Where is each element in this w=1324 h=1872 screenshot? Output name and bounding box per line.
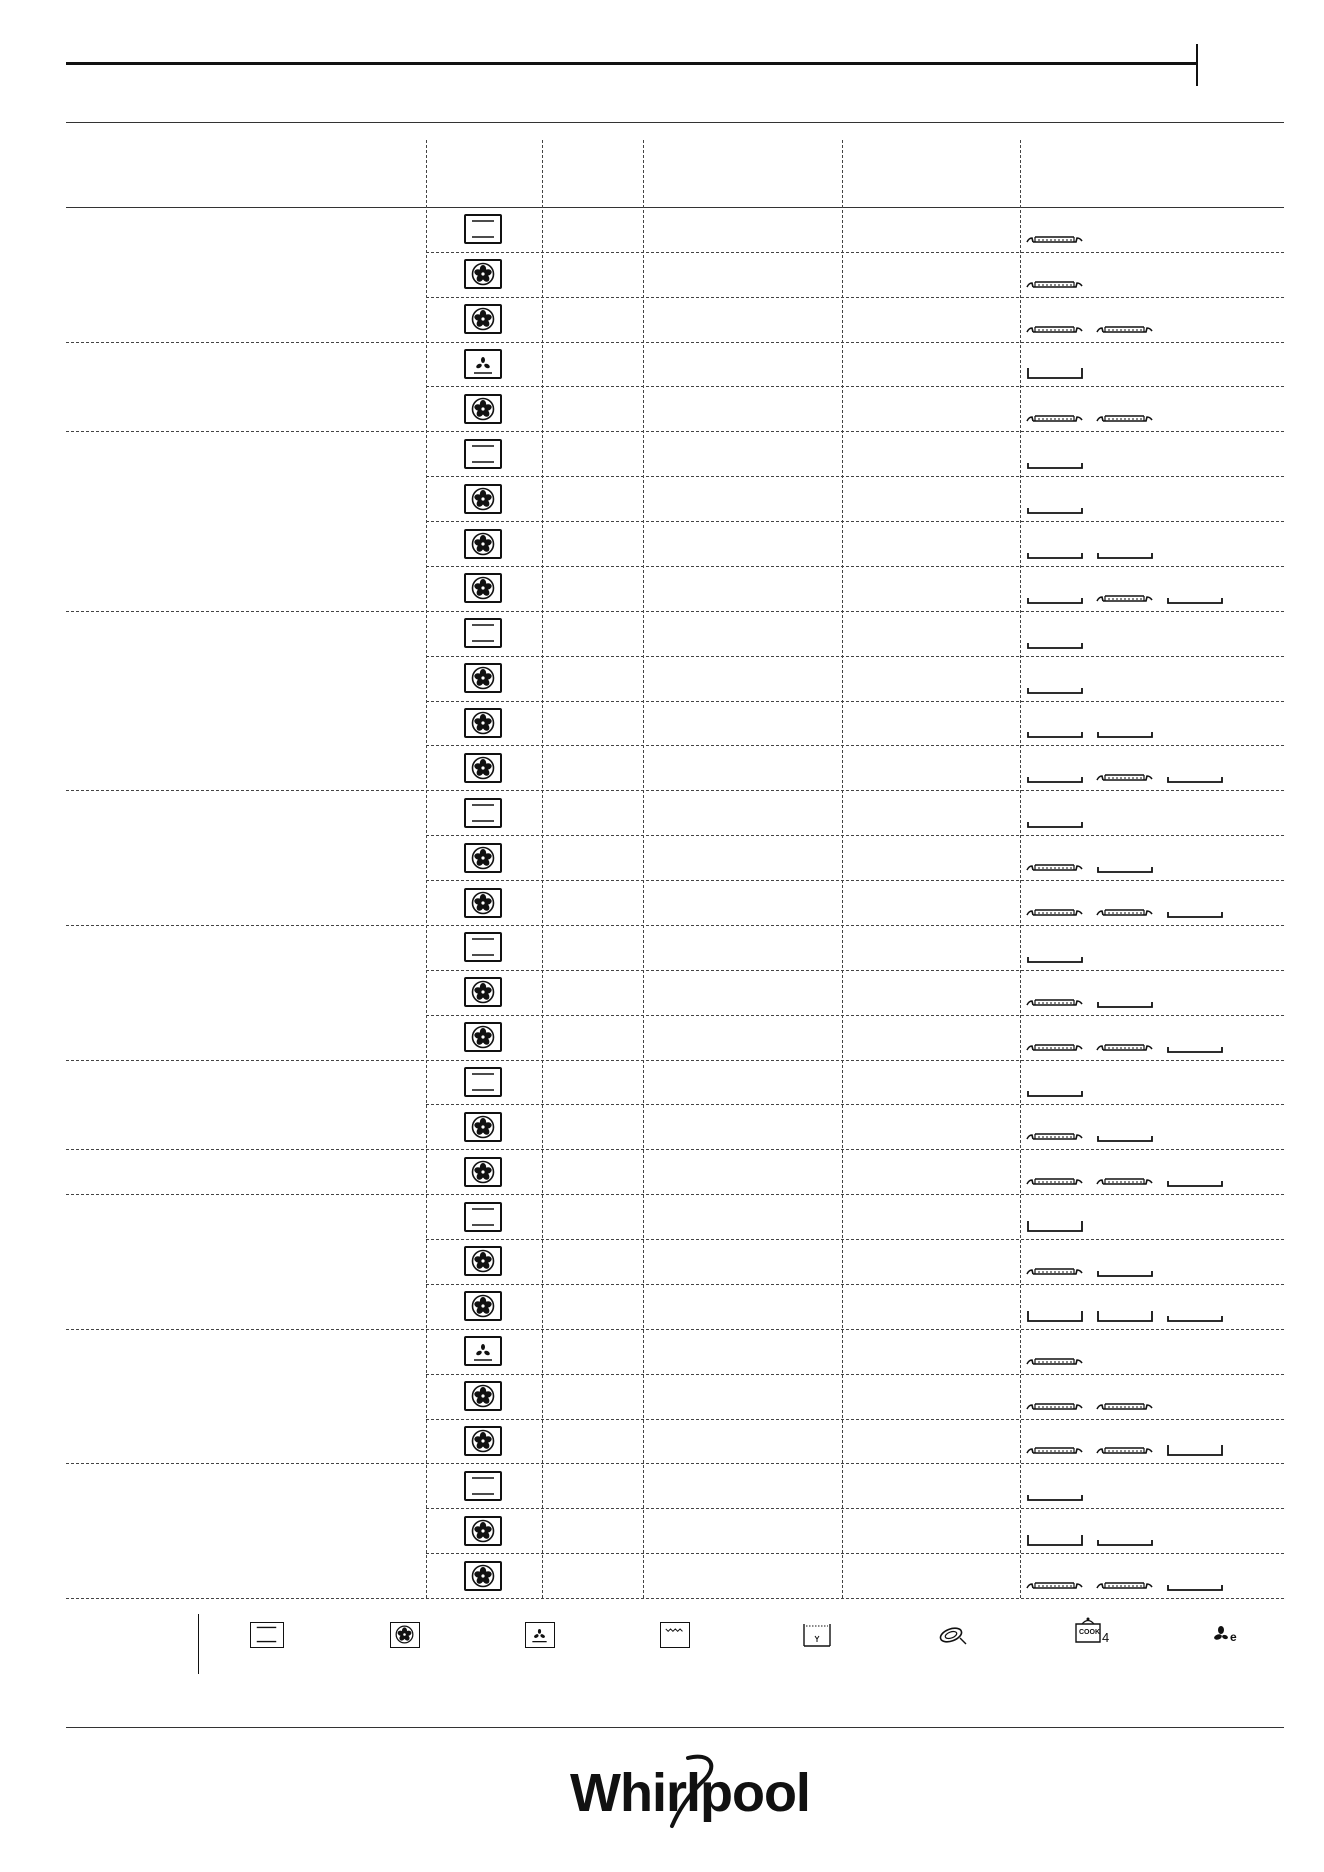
legend-eco-icon [1210, 1622, 1244, 1653]
function-fan-icon [464, 1426, 502, 1456]
function-fan-icon [464, 573, 502, 603]
row-separator [426, 656, 1284, 657]
column-divider [643, 140, 644, 1598]
function-fan-icon [464, 1112, 502, 1142]
function-fan-small-icon [464, 1336, 502, 1366]
function-fan-icon [464, 977, 502, 1007]
group-separator [66, 1329, 1284, 1330]
function-fan-icon [464, 753, 502, 783]
accessory-tray-icon [1096, 1264, 1154, 1278]
row-separator [426, 297, 1284, 298]
function-fan-icon [464, 1516, 502, 1546]
accessory-tray-icon [1166, 1578, 1224, 1592]
function-fan-small-icon [464, 349, 502, 379]
accessory-rack-icon [1026, 1129, 1084, 1143]
accessory-deep-tray-icon [1026, 366, 1084, 380]
accessory-rack-icon [1026, 995, 1084, 1009]
accessory-rack-icon [1026, 860, 1084, 874]
row-separator [426, 1419, 1284, 1420]
accessory-tray-icon [1026, 950, 1084, 964]
legend-meat-probe-icon [936, 1622, 970, 1653]
function-fan-icon [464, 663, 502, 693]
legend-cook4-icon [1072, 1616, 1112, 1651]
header-tick [1196, 44, 1198, 86]
accessory-tray-icon [1166, 1309, 1224, 1323]
accessory-rack-icon [1026, 277, 1084, 291]
function-conventional-icon [464, 618, 502, 648]
footer-rule [66, 1727, 1284, 1728]
row-separator [426, 880, 1284, 881]
function-fan-icon [464, 1291, 502, 1321]
row-separator [426, 745, 1284, 746]
row-separator [426, 476, 1284, 477]
column-divider [1020, 140, 1021, 1598]
row-separator [426, 1508, 1284, 1509]
function-conventional-icon [464, 214, 502, 244]
function-fan-icon [464, 1381, 502, 1411]
accessory-tray-icon [1026, 456, 1084, 470]
legend-divider [198, 1614, 199, 1674]
accessory-rack-icon [1096, 905, 1154, 919]
accessory-rack-icon [1096, 1174, 1154, 1188]
accessory-rack-icon [1026, 232, 1084, 246]
accessory-rack-icon [1096, 1399, 1154, 1413]
accessory-tray-icon [1166, 1040, 1224, 1054]
function-fan-icon [464, 1157, 502, 1187]
accessory-tray-icon [1026, 1084, 1084, 1098]
accessory-rack-icon [1026, 411, 1084, 425]
accessory-rack-icon [1096, 1040, 1154, 1054]
cook4-number: 4 [1102, 1630, 1110, 1645]
function-fan-icon [464, 304, 502, 334]
accessory-deep-tray-icon [1026, 1533, 1084, 1547]
table-top-border [66, 122, 1284, 123]
accessory-rack-icon [1096, 322, 1154, 336]
row-separator [426, 835, 1284, 836]
accessory-tray-icon [1026, 636, 1084, 650]
function-fan-icon [464, 259, 502, 289]
accessory-rack-icon [1096, 1578, 1154, 1592]
row-separator [426, 1104, 1284, 1105]
function-fan-icon [464, 484, 502, 514]
header-rule [66, 62, 1196, 65]
accessory-rack-icon [1096, 1443, 1154, 1457]
accessory-tray-icon [1096, 546, 1154, 560]
table-header-border [66, 207, 1284, 208]
accessory-tray-icon [1166, 905, 1224, 919]
accessory-rack-icon [1096, 770, 1154, 784]
logo-wordmark: Whirlpool [570, 1763, 810, 1823]
function-fan-icon [464, 394, 502, 424]
group-separator [66, 1194, 1284, 1195]
row-separator [426, 521, 1284, 522]
accessory-rack-icon [1026, 1399, 1084, 1413]
legend-conventional-icon [250, 1622, 284, 1648]
column-divider [542, 140, 543, 1598]
group-separator [66, 611, 1284, 612]
accessory-tray-icon [1026, 725, 1084, 739]
group-separator [66, 431, 1284, 432]
accessory-tray-icon [1096, 995, 1154, 1009]
group-separator [66, 1060, 1284, 1061]
accessory-tray-icon [1166, 1174, 1224, 1188]
row-separator [426, 970, 1284, 971]
accessory-tray-icon [1026, 1488, 1084, 1502]
function-conventional-icon [464, 1202, 502, 1232]
accessory-tray-icon [1026, 681, 1084, 695]
accessory-rack-icon [1026, 1040, 1084, 1054]
row-separator [426, 1284, 1284, 1285]
accessory-tray-icon [1096, 1533, 1154, 1547]
whirlpool-logo [560, 1752, 810, 1832]
accessory-deep-tray-icon [1096, 1309, 1154, 1323]
accessory-tray-icon [1026, 770, 1084, 784]
function-fan-icon [464, 1246, 502, 1276]
row-separator [426, 386, 1284, 387]
column-divider [426, 140, 427, 1598]
function-fan-icon [464, 888, 502, 918]
function-fan-icon [464, 843, 502, 873]
accessory-deep-tray-icon [1026, 1309, 1084, 1323]
row-separator [426, 566, 1284, 567]
accessory-tray-icon [1026, 815, 1084, 829]
accessory-rack-icon [1026, 905, 1084, 919]
column-divider [842, 140, 843, 1598]
function-fan-icon [464, 1561, 502, 1591]
cook4-label: COOK [1079, 1629, 1100, 1636]
accessory-tray-icon [1026, 546, 1084, 560]
function-conventional-icon [464, 932, 502, 962]
row-separator [426, 1015, 1284, 1016]
legend-grill-icon [660, 1622, 690, 1648]
group-separator [66, 1149, 1284, 1150]
eco-label: e [1230, 1630, 1237, 1644]
accessory-tray-icon [1166, 770, 1224, 784]
row-separator [426, 1374, 1284, 1375]
accessory-tray-icon [1096, 725, 1154, 739]
row-separator [426, 1239, 1284, 1240]
accessory-rack-icon [1026, 1174, 1084, 1188]
row-separator [426, 252, 1284, 253]
accessory-rack-icon [1026, 1264, 1084, 1278]
accessory-tray-icon [1096, 860, 1154, 874]
row-separator [426, 701, 1284, 702]
row-separator [426, 1553, 1284, 1554]
accessory-rack-icon [1026, 1578, 1084, 1592]
accessory-deep-tray-icon [1166, 1443, 1224, 1457]
accessory-tray-icon [1026, 501, 1084, 515]
accessory-rack-icon [1096, 411, 1154, 425]
legend-fan-icon [390, 1622, 420, 1648]
group-separator [66, 925, 1284, 926]
function-conventional-icon [464, 798, 502, 828]
function-conventional-icon [464, 1471, 502, 1501]
group-separator [66, 1463, 1284, 1464]
accessory-rack-icon [1096, 591, 1154, 605]
function-fan-icon [464, 529, 502, 559]
accessory-tray-icon [1166, 591, 1224, 605]
function-fan-icon [464, 708, 502, 738]
accessory-tray-icon [1096, 1129, 1154, 1143]
accessory-rack-icon [1026, 1443, 1084, 1457]
accessory-rack-icon [1026, 322, 1084, 336]
function-conventional-icon [464, 439, 502, 469]
group-separator [66, 1598, 1284, 1599]
group-separator [66, 342, 1284, 343]
accessory-rack-icon [1026, 1354, 1084, 1368]
function-conventional-icon [464, 1067, 502, 1097]
function-fan-icon [464, 1022, 502, 1052]
accessory-tray-icon [1026, 591, 1084, 605]
group-separator [66, 790, 1284, 791]
legend-bottom-heat-icon [800, 1622, 834, 1653]
accessory-deep-tray-icon [1026, 1219, 1084, 1233]
legend-fan-small-icon [525, 1622, 555, 1648]
